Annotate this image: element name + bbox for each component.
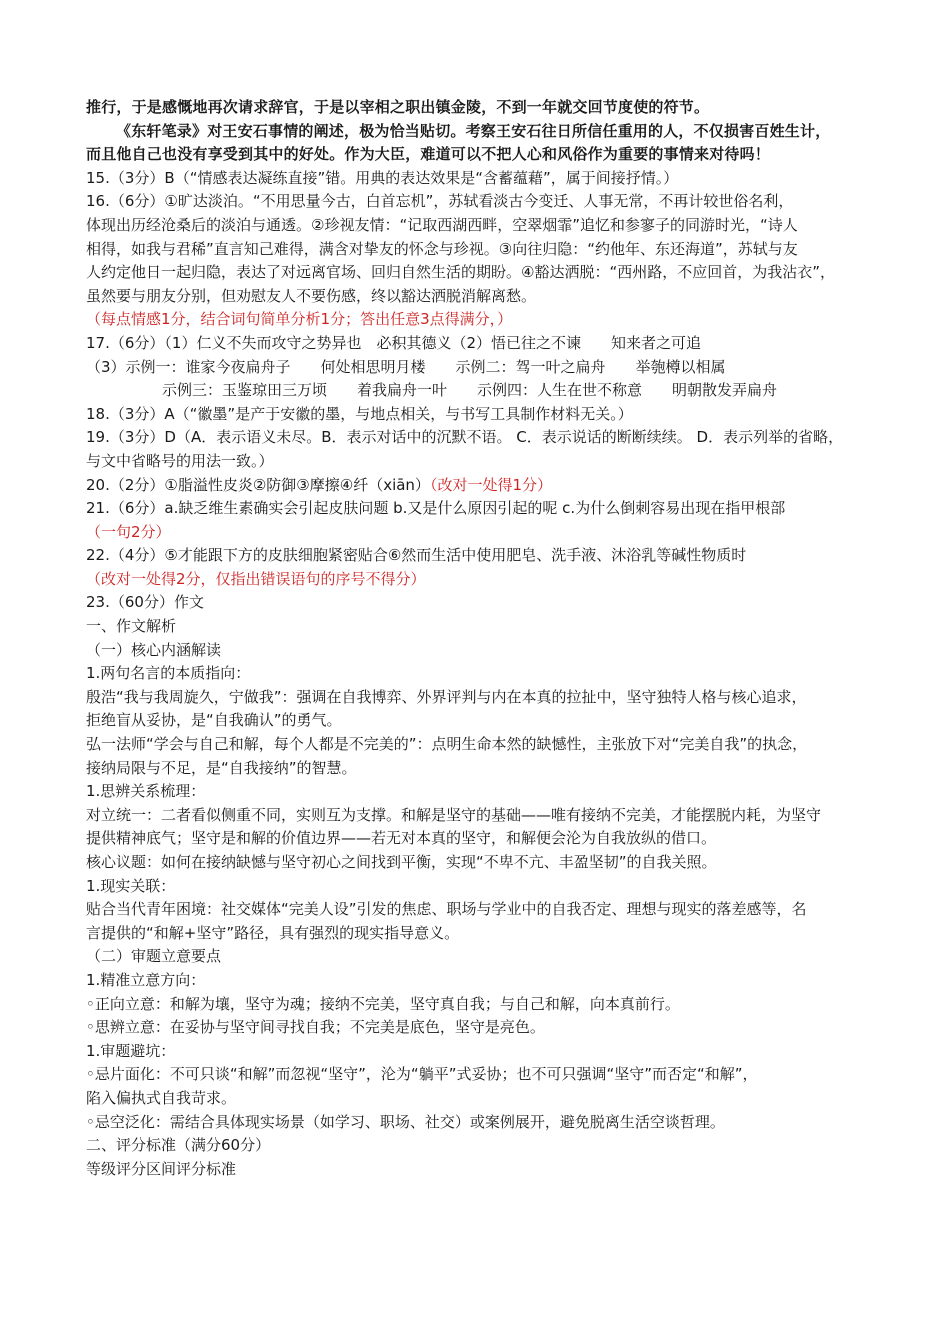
text-line	[86, 686, 868, 710]
text-line	[86, 544, 868, 568]
text-line	[86, 497, 868, 521]
line-text: （二）审题立意要点	[86, 947, 222, 966]
text-line	[86, 922, 868, 946]
line-text: （改对一处得2分，仅指出错误语句的序号不得分）	[86, 569, 426, 588]
text-line	[86, 474, 868, 498]
text-line	[86, 96, 868, 120]
text-line	[86, 945, 868, 969]
line-text: 体现出历经沧桑后的淡泊与通透。②珍视友情：“记取西湖西畔，空翠烟霏”追忆和参寥子的同游时光，“诗人	[86, 215, 798, 234]
line-text: 虽然要与朋友分别，但劝慰友人不要伤感，终以豁达洒脱消解离愁。	[86, 286, 537, 305]
line-text: 推行，于是感慨地再次请求辞官，于是以宰相之职出镇金陵，不到一年就交回节度使的符节。	[86, 98, 710, 116]
line-text: ◦正向立意：和解为壤，坚守为魂；接纳不完美，坚守真自我；与自己和解，向本真前行。	[86, 994, 680, 1013]
text-line	[86, 167, 868, 191]
line-text: （每点情感1分，结合词句简单分析1分；答出任意3点得满分，）	[86, 310, 513, 329]
document-body	[86, 96, 868, 1181]
line-text: 16.（6分）①旷达淡泊。“不用思量今古，白首忘机”，苏轼看淡古今变迁、人事无常，不再计较世俗名利，	[86, 192, 794, 211]
text-line	[86, 827, 868, 851]
line-text: 核心议题：如何在接纳缺憾与坚守初心之间找到平衡，实现“不卑不亢、丰盈坚韧”的自我关照。	[86, 853, 717, 871]
text-line	[86, 591, 868, 615]
text-line	[86, 615, 868, 639]
line-text: ◦思辨立意：在妥协与坚守间寻找自我；不完美是底色，坚守是亮色。	[86, 1018, 545, 1037]
line-text: 1.思辨关系梳理：	[86, 782, 206, 801]
line-text: （一）核心内涵解读	[86, 640, 222, 659]
line-text: 而且他自己也没有享受到其中的好处。作为大臣，难道可以不把人心和风俗作为重要的事情来对待吗！	[86, 145, 771, 164]
line-text: 1.审题避坑：	[86, 1041, 176, 1060]
line-text: ◦忌片面化：不可只谈“和解”而忽视“坚守”，沦为“躺平”式妥协；也不可只强调“坚守”而否定“和解”，	[86, 1065, 758, 1084]
text-line	[86, 1158, 868, 1182]
text-line	[86, 403, 868, 427]
line-text: 21.（6分）a.缺乏维生素确实会引起皮肤问题 b.又是什么原因引起的呢 c.为什么倒刺容易出现在指甲根部	[86, 499, 786, 518]
line-text: 二、评分标准（满分60分）	[86, 1136, 271, 1155]
line-text: 1.精准立意方向：	[86, 970, 206, 989]
line-text: ◦忌空泛化：需结合具体现实场景（如学习、职场、社交）或案例展开，避免脱离生活空谈哲理。	[86, 1112, 725, 1131]
text-line	[86, 662, 868, 686]
line-text: 殷浩“我与我周旋久，宁做我”：强调在自我博弈、外界评判与内在本真的拉扯中，坚守独特人格与核心追求，	[86, 687, 807, 706]
line-text: 19.（3分）D（A．表示语义未尽。B．表示对话中的沉默不语。 C．表示说话的断断续续。 D．表示列举的省略，	[86, 428, 844, 447]
text-line	[86, 379, 868, 403]
text-line	[86, 1087, 868, 1111]
text-line	[86, 568, 868, 592]
text-line	[86, 120, 868, 144]
text-line	[86, 238, 868, 262]
text-line	[86, 1111, 868, 1135]
text-line	[86, 308, 868, 332]
scoring-note: （改对一处得1分）	[429, 475, 552, 494]
line-text: （一句2分）	[86, 522, 171, 541]
line-text: 22.（4分）⑤才能跟下方的皮肤细胞紧密贴合⑥然而生活中使用肥皂、洗手液、沐浴乳等碱性物质时	[86, 546, 747, 565]
text-line	[86, 875, 868, 899]
text-line	[86, 214, 868, 238]
line-text: 1.两句名言的本质指向：	[86, 664, 251, 683]
text-line	[86, 261, 868, 285]
text-line	[86, 851, 868, 875]
line-text: 1.现实关联：	[86, 876, 176, 895]
line-text: 一、作文解析	[86, 617, 177, 636]
line-text: 17.（6分）（1）仁义不失而攻守之势异也 必积其德义（2）悟已往之不谏 知来者之可追	[86, 333, 701, 352]
line-text: 20.（2分）①脂溢性皮炎②防御③摩擦④纤（xiān）	[86, 475, 430, 494]
line-text: 《东轩笔录》对王安石事情的阐述，极为恰当贴切。考察王安石往日所信任重用的人，不仅损害百姓生计，	[116, 121, 831, 140]
text-line	[86, 426, 868, 450]
line-text: 18.（3分）A（“徽墨”是产于安徽的墨，与地点相关，与书写工具制作材料无关。）	[86, 404, 633, 423]
line-text: 接纳局限与不足，是“自我接纳”的智慧。	[86, 758, 357, 777]
text-line	[86, 521, 868, 545]
text-line	[86, 804, 868, 828]
line-text: 言提供的“和解+坚守”路径，具有强烈的现实指导意义。	[86, 923, 460, 942]
line-text: （3）示例一：谁家今夜扁舟子 何处相思明月楼 示例二：驾一叶之扁舟 举匏樽以相属	[86, 357, 726, 376]
text-line	[86, 332, 868, 356]
text-line	[86, 1040, 868, 1064]
text-line	[86, 1063, 868, 1087]
text-line	[86, 450, 868, 474]
text-line	[86, 639, 868, 663]
text-line	[86, 757, 868, 781]
text-line	[86, 993, 868, 1017]
text-line	[86, 190, 868, 214]
line-text: 拒绝盲从妥协，是“自我确认”的勇气。	[86, 711, 342, 730]
line-text: 15.（3分）B（“情感表达凝练直接”错。用典的表达效果是“含蓄蕴藉”，属于间接抒情。）	[86, 168, 679, 187]
text-line	[86, 733, 868, 757]
text-line	[86, 356, 868, 380]
line-text: 陷入偏执式自我苛求。	[86, 1088, 237, 1107]
line-text: 提供精神底气；坚守是和解的价值边界——若无对本真的坚守，和解便会沦为自我放纵的借口。	[86, 829, 717, 848]
text-line	[86, 780, 868, 804]
text-line	[86, 1016, 868, 1040]
line-text: 人约定他日一起归隐，表达了对远离官场、回归自然生活的期盼。④豁达洒脱：“西州路，不应回首，为我沾衣”，	[86, 263, 835, 282]
text-line	[86, 143, 868, 167]
line-text: 相得，如我与君稀”直言知己难得，满含对挚友的怀念与珍视。③向往归隐：“约他年、东还海道”，苏轼与友	[86, 239, 798, 258]
line-text: 23.（60分）作文	[86, 593, 204, 612]
line-text: 贴合当代青年困境：社交媒体“完美人设”引发的焦虑、职场与学业中的自我否定、理想与现实的落差感等，名	[86, 900, 807, 919]
line-text: 弘一法师“学会与自己和解，每个人都是不完美的”：点明生命本然的缺憾性，主张放下对“完美自我”的执念，	[86, 735, 808, 754]
text-line	[86, 969, 868, 993]
text-line	[86, 898, 868, 922]
text-line	[86, 285, 868, 309]
line-text: 示例三：玉鉴琼田三万顷 着我扁舟一叶 示例四：人生在世不称意 明朝散发弄扁舟	[162, 381, 778, 400]
text-line	[86, 709, 868, 733]
text-line	[86, 1134, 868, 1158]
line-text: 等级评分区间评分标准	[86, 1159, 237, 1178]
line-text: 对立统一：二者看似侧重不同，实则互为支撑。和解是坚守的基础——唯有接纳不完美，才能摆脱内耗，为坚守	[86, 805, 822, 824]
line-text: 与文中省略号的用法一致。）	[86, 451, 274, 470]
